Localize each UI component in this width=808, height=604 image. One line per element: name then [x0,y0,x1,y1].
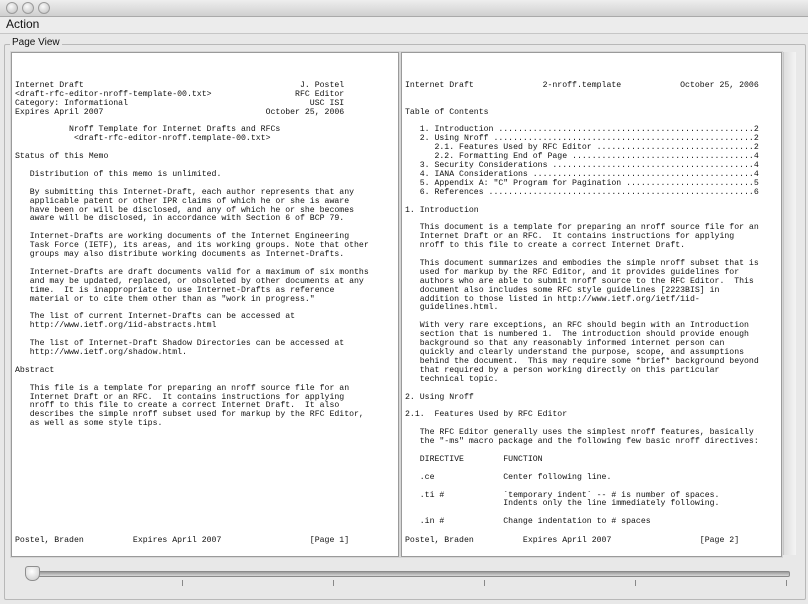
text-line: section that is numbered 1. The introduction should provide enough [405,330,749,340]
text-line: time. It is inappropriate to use Internet-Drafts as reference [15,285,335,295]
text-line: Expires April 2007 October 25, 2006 [15,107,345,117]
text-line: describes the simple nroff subset used for markup by the RFC Editor, [15,410,364,420]
page-view-title: Page View [12,37,60,48]
text-line: Nroff Template for Internet Drafts and RFCs [15,125,281,135]
text-line: 1. Introduction [405,205,479,215]
text-line: Distribution of this memo is unlimited. [15,169,222,179]
text-line [405,91,778,100]
text-line: Abstract [15,365,55,375]
text-line: used for markup by the RFC Editor, and it provides guidelines for [405,267,740,277]
text-line: This document summarizes and embodies the simple nroff subset that is [405,258,759,268]
slider-tick [484,580,485,586]
zoom-window-icon[interactable] [38,2,50,14]
text-line: have been or will be disclosed, and any of which he or she becomes [15,205,355,215]
text-line: 3. Security Considerations .........................................4 [405,160,759,170]
close-window-icon[interactable] [6,2,18,14]
text-line: DIRECTIVE FUNCTION [405,454,543,464]
text-line [15,358,395,367]
text-line: <draft-rfc-editor-nroff.template-00.txt> [15,134,271,144]
text-line: Task Force (IETF), its areas, and its working groups. Note that other [15,241,369,251]
text-line: 4. IANA Considerations .............................................4 [405,169,759,179]
text-line: Status of this Memo [15,152,109,162]
text-line: .ti # `temporary indent` -- # is number of spaces. [405,490,720,500]
text-line: aware will be disclosed, in accordance with Section 6 of BCP 79. [15,214,345,224]
text-line: Internet Draft 2-nroff.template October 25, 2006 [405,80,759,90]
page-2 [401,52,782,557]
text-line: Internet Draft J. Postel [15,80,345,90]
text-line: 2. Using Nroff [405,392,474,402]
page-1-content [15,64,395,552]
text-line: With very rare exceptions, an RFC should begin with an Introduction [405,321,749,331]
text-line: nroff to this file to create a correct Internet Draft. [405,241,686,251]
text-line: and may be updated, replaced, or obsoleted by other documents at any [15,276,364,286]
text-line: The list of Internet-Draft Shadow Directories can be accessed at [15,339,345,349]
text-line: 2.2. Formatting End of Page .....................................4 [405,152,759,162]
menu-bar [0,17,808,34]
page-1-body [15,82,395,429]
slider-tick [333,580,334,586]
text-line: This file is a template for preparing an nroff source file for an [15,383,350,393]
text-line: 1. Introduction ....................................................2 [405,125,759,135]
page-2-content [405,64,778,552]
page-2-footer: Postel, Braden Expires April 2007 [Page 2] [405,536,740,546]
text-line: background so that any reasonably informed internet person can [405,339,725,349]
text-line: 2.1. Features Used by RFC Editor ................................2 [405,143,759,153]
text-line: http://www.ietf.org/shadow.html. [15,348,187,357]
text-line: quickly and clearly understand the purpose, scope, and assumptions [405,348,745,357]
text-line: authors who are able to submit nroff source to the RFC Editor. This [405,276,754,286]
text-line: guidelines.html. [405,303,499,313]
text-line: material or to cite them other than as "work in progress." [15,294,315,304]
text-line: applicable patent or other IPR claims of which he or she is aware [15,196,350,206]
text-line: Internet Draft or an RFC. It contains instructions for applying [15,392,345,402]
text-line: Internet-Drafts are working documents of the Internet Engineering [15,232,350,242]
window-titlebar [0,0,808,17]
text-line: By submitting this Internet-Draft, each author represents that any [15,187,355,197]
text-line: as well as some style tips. [15,419,163,429]
page-2-body [405,82,778,527]
text-line: addition to those listed in http://www.ietf.org/ietf/1id- [405,294,700,304]
vertical-scrollbar[interactable] [783,52,796,555]
text-line: The list of current Internet-Drafts can be accessed at [15,312,296,322]
text-line: that required by a person working directly on this particular [405,365,720,375]
text-line: Internet Draft or an RFC. It contains instructions for applying [405,232,735,242]
menu-action[interactable]: Action [6,17,40,31]
text-line: .ce Center following line. [405,472,612,482]
page-1-footer: Postel, Braden Expires April 2007 [Page 1] [15,536,350,546]
page-slider-track[interactable] [28,571,790,577]
text-line: Category: Informational USC ISI [15,98,345,108]
text-line: .in # Change indentation to # spaces [405,517,651,527]
text-line: groups may also distribute working documents as Internet-Drafts. [15,250,345,260]
text-line: Indents only the line immediately following. [405,499,720,509]
text-line: 2.1. Features Used by RFC Editor [405,410,568,420]
text-line: Internet-Drafts are draft documents valid for a maximum of six months [15,267,369,277]
text-line: document also includes some RFC style guidelines [2223BIS] in [405,285,720,295]
slider-tick [635,580,636,586]
text-line: behind the document. This may require some *brief* background beyond [405,356,759,366]
text-line: the "-ms" macro package and the following few basic nroff directives: [405,437,759,447]
page-1 [11,52,399,557]
text-line: 2. Using Nroff .....................................................2 [405,134,759,144]
text-line: http://www.ietf.org/1id-abstracts.html [15,321,217,331]
text-line: This document is a template for preparing an nroff source file for an [405,223,759,233]
text-line: 5. Appendix A: "C" Program for Pagination ..........................5 [405,178,759,188]
slider-tick [786,580,787,586]
text-line: technical topic. [405,374,499,384]
text-line: Table of Contents [405,107,489,117]
page-slider-thumb[interactable] [25,566,40,581]
text-line: <draft-rfc-editor-nroff-template-00.txt> RFC Editor [15,89,345,99]
text-line: nroff to this file to create a correct Internet Draft. It also [15,401,340,411]
slider-tick [182,580,183,586]
text-line: 6. References ......................................................6 [405,187,759,197]
minimize-window-icon[interactable] [22,2,34,14]
text-line: The RFC Editor generally uses the simplest nroff features, basically [405,428,754,438]
